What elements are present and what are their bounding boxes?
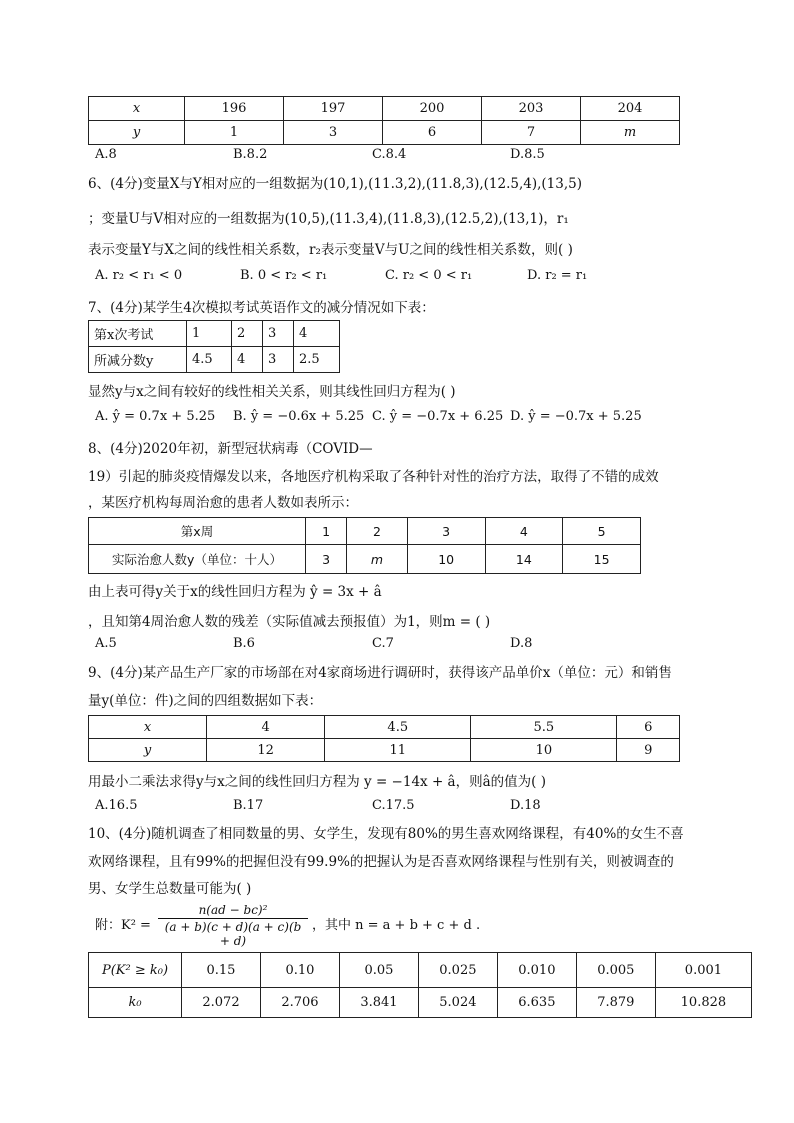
table-cell: P(K² ≥ k₀)	[89, 953, 182, 988]
q6-line1: 6、(4分)变量X与Y相对应的一组数据为(10,1),(11.3,2),(11.8,3),(12.5,4),(13,5)	[88, 176, 583, 192]
table-cell: 0.15	[182, 953, 261, 988]
option-d[interactable]: D. r₂ = r₁	[527, 268, 588, 283]
table-cell: 第x次考试	[89, 321, 187, 347]
option-b[interactable]: B.8.2	[233, 147, 268, 162]
q9-line1: 9、(4分)某产品生产厂家的市场部在对4家商场进行调研时，获得该产品单价x（单位：元）和销售	[88, 665, 672, 681]
option-a[interactable]: A.8	[95, 147, 117, 162]
table-cell: x	[89, 97, 185, 121]
table-cell: 3	[284, 121, 383, 145]
table-cell: 5	[563, 518, 641, 545]
table-row	[89, 121, 680, 145]
table-q9	[88, 715, 680, 762]
table-q5	[88, 96, 680, 145]
option-b[interactable]: B. 0 < r₂ < r₁	[240, 268, 328, 283]
table-row	[89, 953, 752, 988]
table-cell: 2.072	[182, 988, 261, 1018]
table-cell: 0.010	[497, 953, 576, 988]
table-cell: 10	[407, 545, 485, 574]
option-d[interactable]: D.18	[510, 798, 541, 813]
table-row	[89, 716, 680, 739]
table-cell: 203	[482, 97, 581, 121]
table-cell: k₀	[89, 988, 182, 1018]
option-d[interactable]: D.8	[510, 636, 533, 651]
table-cell: 15	[563, 545, 641, 574]
table-cell: 7.879	[576, 988, 655, 1018]
option-b[interactable]: B.6	[233, 636, 255, 651]
table-cell: 2.706	[260, 988, 339, 1018]
q9-line2: 量y(单位：件)之间的四组数据如下表：	[88, 693, 323, 709]
table-cell: 0.025	[418, 953, 497, 988]
table-cell: 0.005	[576, 953, 655, 988]
option-d[interactable]: D. ŷ = −0.7x + 5.25	[510, 409, 642, 424]
table-cell: 9	[617, 739, 680, 762]
table-cell: 5.5	[471, 716, 617, 739]
option-d[interactable]: D.8.5	[510, 147, 545, 162]
table-cell: 6	[617, 716, 680, 739]
table-cell: 3	[306, 545, 347, 574]
table-cell: 1	[306, 518, 347, 545]
table-cell: 2.5	[294, 347, 340, 373]
formula-prefix: 附：K² =	[95, 918, 151, 933]
table-cell: 12	[207, 739, 325, 762]
q8-line1: 8、(4分)2020年初，新型冠状病毒（COVID—	[88, 441, 373, 457]
option-a[interactable]: A.16.5	[95, 798, 138, 813]
table-cell: 4	[232, 347, 263, 373]
q9-line3: 用最小二乘法求得y与x之间的线性回归方程为 y = −14x + â，则â的值为( )	[88, 774, 546, 790]
table-cell: 0.001	[655, 953, 751, 988]
table-q7	[88, 320, 340, 373]
table-cell: 10.828	[655, 988, 751, 1018]
table-q8	[88, 517, 641, 574]
table-cell: 1	[187, 321, 232, 347]
formula-fraction	[158, 903, 308, 948]
q8-line4: 由上表可得y关于x的线性回归方程为 ŷ = 3x + â	[88, 584, 382, 600]
table-row	[89, 545, 641, 574]
q6-line3: 表示变量Y与X之间的线性相关系数，r₂表示变量V与U之间的线性相关系数，则( )	[88, 242, 573, 258]
table-cell: 3.841	[339, 988, 418, 1018]
q10-line2: 欢网络课程，且有99%的把握但没有99.9%的把握认为是否喜欢网络课程与性别有关，则被调查的	[88, 854, 674, 870]
formula-numerator: n(ad − bc)²	[198, 903, 268, 917]
option-c[interactable]: C. ŷ = −0.7x + 6.25	[372, 409, 504, 424]
option-a[interactable]: A. ŷ = 0.7x + 5.25	[95, 409, 216, 424]
table-cell: y	[89, 121, 185, 145]
option-c[interactable]: C.8.4	[372, 147, 407, 162]
q8-line3: ，某医疗机构每周治愈的患者人数如表所示：	[88, 495, 358, 511]
table-cell: 0.05	[339, 953, 418, 988]
table-q10	[88, 952, 752, 1018]
table-cell: 204	[581, 97, 680, 121]
q8-line2: 19）引起的肺炎疫情爆发以来，各地医疗机构采取了各种针对性的治疗方法，取得了不错的成效	[88, 469, 659, 485]
table-cell: 3	[263, 321, 294, 347]
option-a[interactable]: A.5	[95, 636, 117, 651]
table-cell: 6	[383, 121, 482, 145]
table-cell: 2	[232, 321, 263, 347]
table-cell: m	[347, 545, 408, 574]
option-c[interactable]: C.7	[372, 636, 394, 651]
table-cell: 2	[347, 518, 408, 545]
q7-line2: 显然y与x之间有较好的线性相关关系，则其线性回归方程为( )	[88, 384, 456, 400]
table-row	[89, 988, 752, 1018]
option-c[interactable]: C. r₂ < 0 < r₁	[385, 268, 473, 283]
table-cell: 4	[294, 321, 340, 347]
option-a[interactable]: A. r₂ < r₁ < 0	[95, 268, 183, 283]
table-cell: 4	[207, 716, 325, 739]
table-row	[89, 347, 340, 373]
table-cell: 200	[383, 97, 482, 121]
option-c[interactable]: C.17.5	[372, 798, 415, 813]
table-cell: 3	[407, 518, 485, 545]
table-cell: 4.5	[187, 347, 232, 373]
table-cell: 6.635	[497, 988, 576, 1018]
option-b[interactable]: B. ŷ = −0.6x + 5.25	[233, 409, 365, 424]
table-cell: 4.5	[325, 716, 471, 739]
table-cell: 所减分数y	[89, 347, 187, 373]
formula-denominator: (a + b)(c + d)(a + c)(b + d)	[164, 920, 302, 948]
table-cell: 11	[325, 739, 471, 762]
table-cell: x	[89, 716, 207, 739]
table-cell: 1	[185, 121, 284, 145]
table-cell: 197	[284, 97, 383, 121]
q10-line1: 10、(4分)随机调查了相同数量的男、女学生，发现有80%的男生喜欢网络课程，有40%的女生不喜	[88, 826, 684, 842]
table-cell: 14	[485, 545, 563, 574]
table-cell: m	[581, 121, 680, 145]
q8-line5: ，且知第4周治愈人数的残差（实际值减去预报值）为1，则m = ( )	[88, 614, 491, 630]
table-cell: 0.10	[260, 953, 339, 988]
table-row	[89, 321, 340, 347]
table-cell: 10	[471, 739, 617, 762]
q6-line2: ；变量U与V相对应的一组数据为(10,5),(11.3,4),(11.8,3),(12.5,2),(13,1)，r₁	[88, 211, 569, 227]
table-cell: 5.024	[418, 988, 497, 1018]
table-row	[89, 739, 680, 762]
table-row	[89, 518, 641, 545]
option-b[interactable]: B.17	[233, 798, 264, 813]
table-cell: 4	[485, 518, 563, 545]
table-cell: 第x周	[89, 518, 306, 545]
table-cell: y	[89, 739, 207, 762]
table-cell: 3	[263, 347, 294, 373]
table-cell: 实际治愈人数y（单位：十人）	[89, 545, 306, 574]
table-cell: 196	[185, 97, 284, 121]
formula-suffix: ，其中 n = a + b + c + d .	[312, 918, 481, 933]
q10-line3: 男、女学生总数量可能为( )	[88, 881, 252, 897]
q7-line1: 7、(4分)某学生4次模拟考试英语作文的减分情况如下表：	[88, 300, 435, 316]
table-cell: 7	[482, 121, 581, 145]
table-row	[89, 97, 680, 121]
